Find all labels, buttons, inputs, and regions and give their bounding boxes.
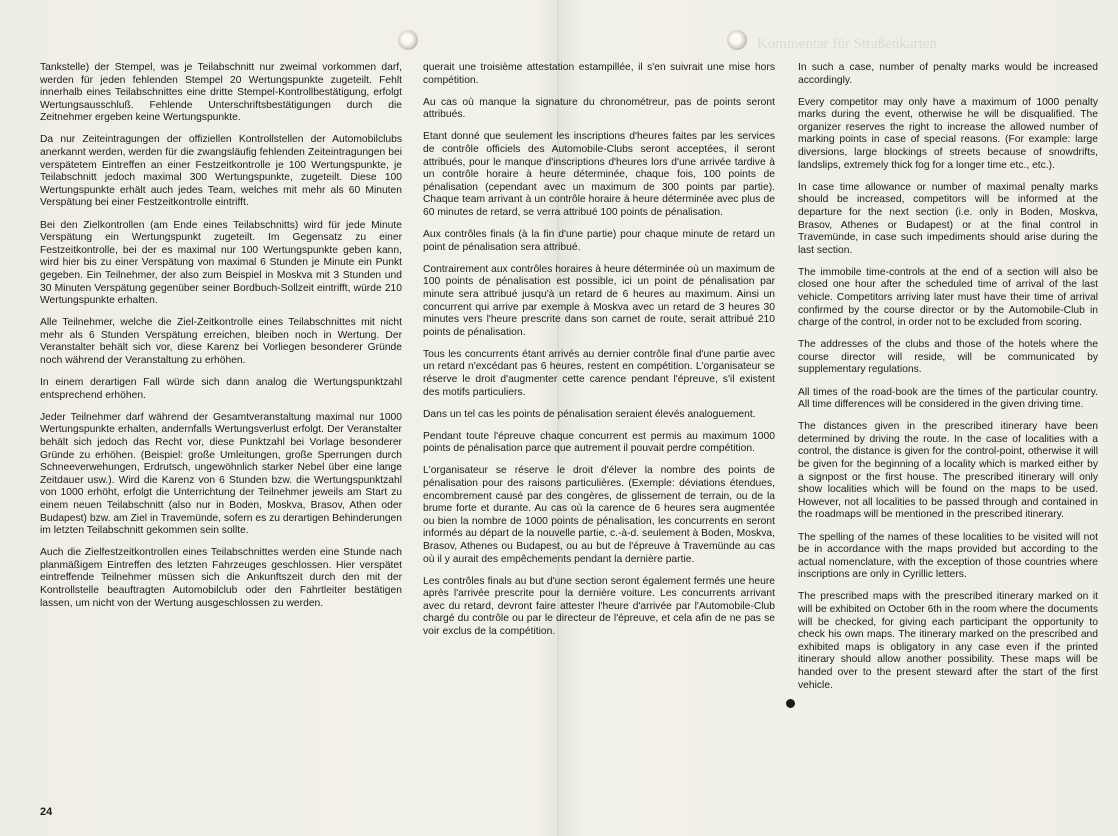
paragraph: Bei den Zielkontrollen (am Ende eines Teilabschnitts) wird für jede Minute Verspätung ein Wertungspunkt zugeteilt. Im Gegensatz zu einer Festzeitkontrolle, bei der es maximal nur 100 Wertungspunkte geben kann, wird hier bis zu einer Verspätung von maximal 6 Stunden je Minute ein Punkt gegeben. Ein Teilnehmer, der also zum Beispiel in Moskva mit 3 Stunden und 30 Minuten Verspätung gegenüber seiner Bordbuch-Sollzeit eintrifft, würde 210 Wertungspunkte erhalten. — [40, 219, 402, 307]
paragraph: All times of the road-book are the times of the particular country. All time differences will be considered in the given driving time. — [798, 386, 1098, 411]
paragraph: Etant donné que seulement les inscriptions d'heures faites par les services de contrôle officiels des Automobile-Clubs seront acceptées, il seront attribués, pour le manque d'inscriptions d'heures lors d'une arrivée tardive à un contrôle horaire à heure déterminée, chaque fois, 100 points de pénalisation (cependant avec un maximum de 300 points par partie). Chaque team arrivant à un contrôle horaire à heure déterminée avec plus de 60 minutes de retard, se verra attribué 100 points de pénalisation. — [423, 131, 775, 218]
paragraph: Da nur Zeiteintragungen der offiziellen Kontrollstellen der Automobilclubs anerkannt werden, werden für die zwangsläufig fehlenden Zeiteintragungen bei verspätetem Eintreffen an einer Festzeitkontrolle je 100 Wertungspunkte, je Teilabschnitt jedoch maximal 300 Wertungspunkte, zugeteilt. Diese 100 Wertungspunkte erhält auch jedes Team, welches mit mehr als 60 Minuten Verspätung bei einer Festzeitkontrolle eintrifft. — [40, 134, 402, 209]
paragraph: The immobile time-controls at the end of a section will also be closed one hour after the scheduled time of arrival of the last vehicle. Competitors arriving later must have their time of arrival confirmed by the course director or by the Automobile-Club in charge of the control, in order not to be excluded from scoring. — [798, 266, 1098, 329]
paragraph: Les contrôles finals au but d'une section seront également fermés une heure après l'arrivée prescrite pour la dernière voiture. Les concurrents arrivant avec du retard, devront faire attester l'heure d'arrivée par l'Automobile-Club chargé du contrôle ou par le directeur de l'épreuve, et cela afin de ne pas se voir exclus de la compétition. — [423, 575, 775, 638]
paragraph: In case time allowance or number of maximal penalty marks should be increased, competitors will be informed at the departure for the next section (i.e. only in Boden, Moskva, Brasov, Athenes or Budapest) or at the final control in Travemünde, in case such impediments should arise during the last section. — [798, 181, 1098, 256]
paragraph: Pendant toute l'épreuve chaque concurrent est permis au maximum 1000 points de pénalisation parce que autrement il pouvait perdre compétition. — [423, 430, 775, 455]
column-french — [423, 62, 775, 648]
column-german — [40, 62, 402, 620]
paragraph: Tous les concurrents étant arrivés au dernier contrôle final d'une partie avec un retard n'excédant pas 6 heures, restent en compétition. L'organisateur se réserve le droit d'augmenter cette carence pendant l'épreuve, s'il existent des motifs particuliers. — [423, 348, 775, 398]
paragraph: In such a case, number of penalty marks would be increased accordingly. — [798, 62, 1098, 86]
bullet-dot — [786, 699, 795, 708]
column-english — [798, 62, 1098, 702]
binder-hole-left — [398, 30, 418, 50]
paragraph: In einem derartigen Fall würde sich dann analog die Wertungspunktzahl entsprechend erhöhen. — [40, 377, 402, 401]
paragraph: Au cas où manque la signature du chronométreur, pas de points seront attribués. — [423, 96, 775, 121]
bleed-through-text: Kommentar für Straßenkarten — [757, 36, 937, 52]
paragraph: Contrairement aux contrôles horaires à heure déterminée où un maximum de 100 points de pénalisation est possible, ici un point de pénalisation par minute sera attribué jusqu'à un retard de 6 heures au maximum. Ainsi un concurrent qui arrive par exemple à Moskva avec un retard de 3 heures 30 minutes vers l'heure prescrite dans son carnet de route, serait attribué 210 points de pénalisation. — [423, 263, 775, 338]
paragraph: Every competitor may only have a maximum of 1000 penalty marks during the event, otherwise he will be disqualified. The organizer reserves the right to increase the allowed number of marking points in case of special reasons. (For example: large diversions, large blockings of streets because of snowdrifts, landslips, extremely thick fog for a longer time etc., etc.). — [798, 96, 1098, 171]
binder-hole-right — [727, 30, 747, 50]
paragraph: Alle Teilnehmer, welche die Ziel-Zeitkontrolle eines Teilabschnittes mit nicht mehr als 6 Stunden Verspätung erreichen, bleiben noch in Wertung. Der Veranstalter behält sich vor, diese Karenz bei Vorliegen besonderer Gründe noch während der Veranstaltung zu erhöhen. — [40, 317, 402, 366]
paragraph: The addresses of the clubs and those of the hotels where the course director will reside, will be communicated by supplementary regulations. — [798, 339, 1098, 376]
paragraph: Aux contrôles finals (à la fin d'une partie) pour chaque minute de retard un point de pénalisation sera attribué. — [423, 229, 775, 253]
paragraph: The prescribed maps with the prescribed itinerary marked on it will be exhibited on October 6th in the room where the documents will be checked, for giving each participant the opportunity to check his own maps. The itinerary marked on the prescribed and exhibited maps is obligatory in any case even if the printed itinerary should allow another possibility. These maps will be handed over to the present steward after the start of the first vehicle. — [798, 591, 1098, 691]
paragraph: Jeder Teilnehmer darf während der Gesamtveranstaltung maximal nur 1000 Wertungspunkte erhalten, andernfalls Wertungsverlust erfolgt. Der Veranstalter behält sich jedoch das Recht vor, diese Punktzahl bei Vorlage besonderer Gründe zu erhöhen. (Beispiel: große Umleitungen, große Sperrungen durch Schneeverwehungen, Erdrutsch, ungewöhnlich starker Nebel über eine lange Zeitdauer usw.). Wird die Karenz von 6 Stunden bzw. die Wertungspunktzahl von 1000 erhöht, erfolgt die Unterrichtung der Teilnehmer jeweils am Start zu einem neuen Teilabschnitt (also nur in Boden, Moskva, Brasov, Athen oder Budapest) bzw. am Ziel in Travemünde, sofern es zu derartigen Behinderungen im letzten Teilabschnitt gekommen sein sollte. — [40, 411, 402, 537]
page-number: 24 — [40, 806, 53, 818]
paragraph: The distances given in the prescribed itinerary have been determined by driving the route. In the case of localities with a control, the distance is given for the control-point, otherwise it will be given for the beginning of a locality which is marked either by a signpost or the first house. The prescribed itinerary will only show localities which will be found on the maps to be used. However, not all localities to be passed through and contained in the roadmaps will be mentioned in the prescribed itinerary. — [798, 421, 1098, 521]
paragraph: Tankstelle) der Stempel, was je Teilabschnitt nur zweimal vorkommen darf, werden für jeden fehlenden Stempel 20 Wertungspunkte zugeteilt. Fehlt innerhalb eines Teilabschnittes eine dritte Stempel-Kontrollbestätigung, erfolgt Wertungsausschluß. Fehlende Unterschriftsbestätigungen durch die Zeitnehmer ergeben keine Wertungspunkte. — [40, 62, 402, 124]
paragraph: L'organisateur se réserve le droit d'élever la nombre des points de pénalisation pour des raisons particulières. (Exemple: déviations étendues, encombrement causé par des congères, de glissement de terrain, ou de la brume forte et durante. Au cas où la carence de 6 heures sera augmentée ou bien la nombre de 1000 points de pénalisation, les concurrents en seront informés au départ de la nouvelle partie, c.-à-d. seulement à Boden, Moskva, Brasov, Athenes ou Budapest, ou au but de l'épreuve à Travemünde au cas où il y aurait des empêchements pendant la dernière partie. — [423, 465, 775, 565]
paragraph: Dans un tel cas les points de pénalisation seraient élevés analoguement. — [423, 408, 756, 420]
paragraph: querait une troisième attestation estampillée, il s'en suivrait une mise hors compétition. — [423, 62, 775, 86]
paragraph: The spelling of the names of these localities to be visited will not be in accordance with the maps provided but according to the actual nomenclature, with the exception of those countries where inscriptions are only in Cyrillic letters. — [798, 531, 1098, 581]
paragraph: Auch die Zielfestzeitkontrollen eines Teilabschnittes werden eine Stunde nach planmäßigem Eintreffen des letzten Fahrzeuges geschlossen. Hier verspätet eintreffende Teilnehmer müssen sich die Ankunftszeit durch den mit der Kontrollstelle beauftragten Automobilclub oder den Fahrtleiter bestätigen lassen, um nicht von der Wertung ausgeschlossen zu werden. — [40, 547, 402, 609]
